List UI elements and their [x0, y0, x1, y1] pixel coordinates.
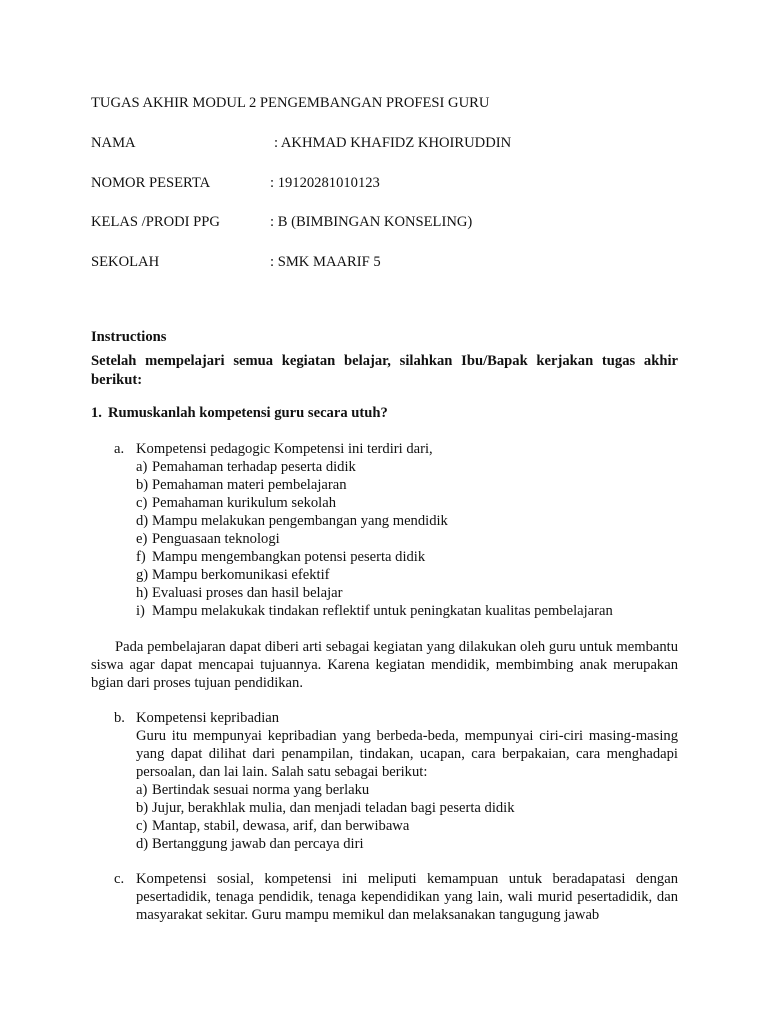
section-b-heading: Kompetensi kepribadian	[136, 710, 280, 726]
list-item: c) Pemahaman kurikulum sekolah	[136, 495, 337, 511]
field-value-sekolah: : SMK MAARIF 5	[270, 254, 381, 270]
question-1-text: Rumuskanlah kompetensi guru secara utuh?	[108, 405, 388, 421]
section-c-text: Kompetensi sosial, kompetensi ini meliputi kemampuan untuk beradapatasi dengan pesertadidik, tenaga pendidik, tenaga kependidikan yang lain, wali murid pesertadidik, dan masyarakat sekitar. Guru mampu memikul dan melaksanakan tangugung jawab	[136, 871, 678, 923]
question-1	[91, 404, 388, 422]
section-b-letter: b.	[114, 710, 125, 726]
field-label-nama: NAMA	[91, 135, 136, 151]
list-item: d) Bertanggung jawab dan percaya diri	[136, 836, 364, 852]
list-item: a) Bertindak sesuai norma yang berlaku	[136, 782, 370, 798]
field-value-nama: : AKHMAD KHAFIDZ KHOIRUDDIN	[274, 135, 512, 151]
document-title: TUGAS AKHIR MODUL 2 PENGEMBANGAN PROFESI GURU	[91, 95, 490, 111]
list-item: a) Pemahaman terhadap peserta didik	[136, 459, 356, 475]
list-item: f) Mampu mengembangkan potensi peserta didik	[136, 549, 426, 565]
section-a-letter: a.	[114, 441, 125, 457]
list-item: d) Mampu melakukan pengembangan yang mendidik	[136, 513, 448, 529]
list-item: e) Penguasaan teknologi	[136, 531, 280, 547]
section-c-letter: c.	[114, 871, 125, 887]
section-a-heading: Kompetensi pedagogic Kompetensi ini terdiri dari,	[136, 441, 433, 457]
instructions-text: Setelah mempelajari semua kegiatan belajar, silahkan Ibu/Bapak kerjakan tugas akhir berikut:	[91, 353, 678, 388]
list-item: i) Mampu melakukak tindakan reflektif untuk peningkatan kualitas pembelajaran	[136, 603, 613, 619]
list-item: g) Mampu berkomunikasi efektif	[136, 567, 330, 583]
field-value-kelas-prodi: : B (BIMBINGAN KONSELING)	[270, 214, 473, 230]
instructions-heading: Instructions	[91, 329, 167, 345]
field-label-sekolah: SEKOLAH	[91, 254, 160, 270]
list-item: b) Jujur, berakhlak mulia, dan menjadi teladan bagi peserta didik	[136, 800, 515, 816]
field-label-kelas-prodi: KELAS /PRODI PPG	[91, 214, 220, 230]
paragraph-a: Pada pembelajaran dapat diberi arti sebagai kegiatan yang dilakukan oleh guru untuk membantu siswa agar dapat mencapai tujuannya. Karena kegiatan mendidik, membimbing anak merupakan bgian dari proses tujuan pendidikan.	[91, 639, 678, 691]
list-item: b) Pemahaman materi pembelajaran	[136, 477, 347, 493]
list-item: h) Evaluasi proses dan hasil belajar	[136, 585, 343, 601]
field-value-nomor-peserta: : 19120281010123	[270, 175, 380, 191]
field-label-nomor-peserta: NOMOR PESERTA	[91, 175, 211, 191]
list-item: c) Mantap, stabil, dewasa, arif, dan berwibawa	[136, 818, 410, 834]
question-1-number: 1.	[91, 405, 102, 421]
section-b-text: Guru itu mempunyai kepribadian yang berbeda-beda, mempunyai ciri-ciri masing-masing yang dapat dilihat dari penampilan, tindakan, ucapan, cara berpakaian, cara menghadapi persoalan, dan lai lain. Salah satu sebagai berikut:	[136, 728, 678, 780]
